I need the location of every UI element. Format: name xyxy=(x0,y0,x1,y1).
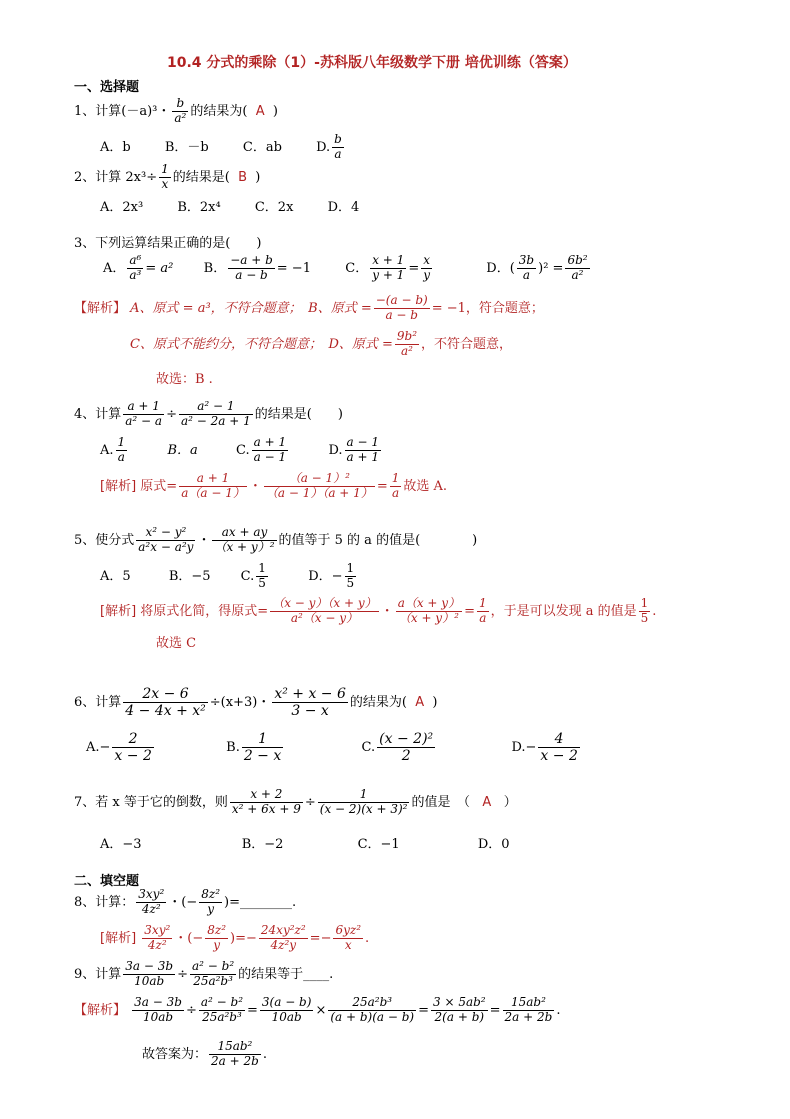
q1-fraction xyxy=(172,97,188,126)
fraction-numerator: 1 xyxy=(242,731,283,748)
q5-solution-equals: = xyxy=(464,603,475,619)
q8-solution-label: [解析] xyxy=(100,930,137,946)
question-8 xyxy=(74,888,296,917)
q8-solution-fraction-2 xyxy=(205,924,228,953)
fraction-numerator: 8z² xyxy=(207,923,227,937)
q5-option-a: A．5 xyxy=(100,568,131,584)
fraction-numerator: 8z² xyxy=(201,887,221,901)
q6-option-d: D.− xyxy=(511,740,537,756)
q9-solution-fraction-4 xyxy=(328,996,416,1025)
fraction-denominator: 2 − x xyxy=(243,748,282,765)
fraction-numerator: 25a²b³ xyxy=(328,996,416,1011)
q3-d-fraction-2 xyxy=(565,254,589,283)
fraction-numerator: −(a − b) xyxy=(375,293,428,307)
q9-solution-divide: ÷ xyxy=(185,1002,197,1018)
q5-fraction-2 xyxy=(212,526,276,555)
question-9 xyxy=(74,960,333,989)
q9-divide: ÷ xyxy=(177,966,188,982)
q4-solution-fraction-1 xyxy=(179,472,247,501)
q8-stem-tail: )=________. xyxy=(224,894,297,910)
q8-solution-end: . xyxy=(365,930,370,946)
q9-solution-end: . xyxy=(556,1002,561,1018)
question-2 xyxy=(74,163,260,192)
fraction-numerator: (x − 2)² xyxy=(379,731,434,747)
q9-final-answer xyxy=(142,1040,267,1069)
fraction-numerator: 15ab² xyxy=(503,996,555,1011)
q6-d-fraction xyxy=(538,731,579,764)
q5-solution-label: [解析] xyxy=(100,603,137,619)
q5-options xyxy=(100,562,358,591)
q4-solution xyxy=(100,472,447,501)
q7-stem-tail: 的值是 （ xyxy=(411,794,470,810)
q2-stem: 2、计算 2x³÷ xyxy=(74,169,158,185)
fraction-denominator: 25a²b³ xyxy=(202,1009,242,1024)
q6-b-fraction xyxy=(242,731,283,764)
fraction-numerator: 3 × 5ab² xyxy=(433,995,486,1009)
q7-fraction-1 xyxy=(230,788,303,817)
fraction-numerator: a + 1 xyxy=(253,435,287,449)
q6-option-a: A.− xyxy=(86,740,111,756)
q5-fraction-1 xyxy=(136,526,195,555)
fraction-denominator: 4 − 4x + x² xyxy=(125,703,206,720)
fraction-numerator: a − 1 xyxy=(346,435,380,449)
q4-option-c: C. xyxy=(236,442,250,458)
q1-option-a: A．b xyxy=(100,139,131,155)
fraction-numerator: 1 xyxy=(478,596,487,610)
fraction-numerator: 4 xyxy=(538,731,579,748)
q3-option-a: A． xyxy=(103,260,126,276)
q1-stem: 1、计算(－a)³・ xyxy=(74,103,171,119)
fraction-numerator: 24xy²z² xyxy=(260,923,306,937)
q6-c-fraction xyxy=(377,731,435,764)
q8-solution xyxy=(100,924,369,953)
q8-stem: 8、计算： xyxy=(74,894,135,910)
q6-option-b: B. xyxy=(226,740,240,756)
q9-solution-eq-1: = xyxy=(247,1002,258,1018)
question-5 xyxy=(74,526,477,555)
q8-solution-eq-2: =− xyxy=(309,930,332,946)
fraction-denominator: a² − 2a + 1 xyxy=(181,413,251,428)
q5-solution-dot: ・ xyxy=(380,603,394,619)
section-heading-fill: 二、填空题 xyxy=(74,874,140,889)
q1-option-d-fraction xyxy=(332,133,344,162)
fraction-denominator: 4z²y xyxy=(270,937,297,952)
q3-a-fraction xyxy=(127,254,143,283)
q9-solution-label: 【解析】 xyxy=(74,1002,127,1018)
q5-solution-fraction-4 xyxy=(639,597,651,626)
q2-close: ) xyxy=(255,169,261,185)
q7-divide: ÷ xyxy=(304,794,316,810)
fraction-numerator: 3xy² xyxy=(144,923,171,937)
q9-stem: 9、计算 xyxy=(74,966,122,982)
q2-stem-tail: 的结果是( xyxy=(172,169,230,185)
q3-option-b: B． xyxy=(203,260,227,276)
q6-fraction-2 xyxy=(272,686,348,719)
fraction-numerator: x² − y² xyxy=(136,526,195,541)
fraction-denominator: x − 2 xyxy=(540,748,578,765)
fraction-numerator: （a − 1）² xyxy=(264,472,375,487)
fraction-denominator: y xyxy=(207,901,215,916)
q3-options xyxy=(103,254,592,283)
q1-option-d: D. xyxy=(316,139,331,155)
fraction-denominator: a − b xyxy=(385,307,418,322)
fraction-denominator: a − 1 xyxy=(253,449,287,464)
fraction-denominator: 2a + 2b xyxy=(504,1009,553,1024)
q3-b-result: = −1 xyxy=(276,260,311,276)
q3-solution-text-2: C、原式不能约分，不符合题意； D、原式 = xyxy=(130,336,393,352)
fraction-denominator: x − 2 xyxy=(114,748,152,765)
question-3: 3、下列运算结果正确的是( ) xyxy=(74,236,262,251)
question-7 xyxy=(74,788,517,817)
fraction-numerator: 1 xyxy=(258,561,266,575)
q9-fraction-2 xyxy=(190,960,236,989)
q5-option-d: D．− xyxy=(308,568,343,584)
q3-solution-line-3: 故选：B . xyxy=(156,372,213,387)
fraction-numerator: （x − y）（x + y） xyxy=(272,596,377,610)
q6-options xyxy=(86,731,582,764)
fraction-denominator: （a − 1）（a + 1） xyxy=(265,485,373,500)
q8-fraction-2 xyxy=(199,888,222,917)
q4-solution-equals: = xyxy=(376,478,388,494)
q9-solution-fraction-6 xyxy=(503,996,555,1025)
fraction-numerator: 3(a − b) xyxy=(261,995,312,1009)
q5-solution xyxy=(100,597,656,626)
q8-solution-fraction-4 xyxy=(333,924,363,953)
q7-option-d: D．0 xyxy=(477,837,510,852)
fraction-numerator: x + 1 xyxy=(370,254,406,269)
q5-solution-line-2: 故选 C xyxy=(156,636,197,651)
q4-solution-fraction-2 xyxy=(264,472,375,501)
q6-answer: A xyxy=(415,695,425,711)
q4-stem-tail: 的结果是( ) xyxy=(254,406,343,422)
q6-stem: 6、计算 xyxy=(74,695,122,711)
q2-option-a: A．2x³ xyxy=(100,200,144,215)
q8-fraction-1 xyxy=(136,888,166,917)
q7-answer: A xyxy=(482,794,492,810)
fraction-denominator: a² xyxy=(174,110,187,125)
fraction-denominator: a²（x − y） xyxy=(290,610,359,625)
fraction-denominator: a xyxy=(522,267,531,282)
q9-stem-tail: 的结果等于____. xyxy=(238,966,334,982)
q3-solution-result-1: = −1，符合题意； xyxy=(431,300,544,316)
q9-solution-fraction-1 xyxy=(132,996,184,1025)
q9-fraction-1 xyxy=(123,960,175,989)
q4-stem: 4、计算 xyxy=(74,406,122,422)
q5-stem: 5、使分式 xyxy=(74,532,135,548)
q6-stem-tail: 的结果为( xyxy=(349,695,407,711)
q4-d-fraction xyxy=(345,436,381,465)
fraction-denominator: a² xyxy=(400,343,413,358)
q4-option-b: B．a xyxy=(167,442,198,458)
section-heading-choice: 一、选择题 xyxy=(74,80,140,95)
q4-option-a: A. xyxy=(100,442,114,458)
fraction-numerator: 3xy² xyxy=(138,887,165,901)
q5-solution-end: . xyxy=(652,603,657,619)
q7-close: ） xyxy=(503,794,517,810)
question-4 xyxy=(74,400,343,429)
fraction-denominator: y xyxy=(423,267,431,282)
q6-a-fraction xyxy=(112,731,153,764)
fraction-numerator: a（x + y） xyxy=(397,596,461,610)
fraction-numerator: 2x − 6 xyxy=(123,686,207,703)
q3-solution-result-2: ，不符合题意， xyxy=(421,336,513,352)
fraction-numerator: 3b xyxy=(518,253,535,267)
q3-d-fraction-1 xyxy=(517,254,536,283)
q9-solution-fraction-2 xyxy=(199,996,245,1025)
question-6 xyxy=(74,686,437,719)
q1-answer: A xyxy=(255,103,265,119)
question-1 xyxy=(74,97,278,126)
q6-close: ) xyxy=(432,695,438,711)
fraction-denominator: a xyxy=(117,449,125,464)
fraction-denominator: 4z² xyxy=(147,937,167,952)
q2-option-d: D．4 xyxy=(327,200,360,215)
fraction-numerator: a² − 1 xyxy=(179,400,253,415)
q4-solution-fraction-3 xyxy=(390,472,402,501)
q4-option-d: D. xyxy=(328,442,343,458)
q5-solution-conclusion: ，于是可以发现 a 的值是 xyxy=(490,603,637,619)
q9-final-fraction xyxy=(209,1040,261,1069)
fraction-numerator: −a + b xyxy=(230,253,273,267)
fraction-denominator: 2(a + b) xyxy=(434,1009,485,1024)
q9-solution-times: × xyxy=(315,1002,327,1018)
q6-mid: ÷(x+3)・ xyxy=(209,695,271,711)
fraction-numerator: b xyxy=(172,97,188,112)
q1-stem-tail: 的结果为( xyxy=(190,103,248,119)
q5-solution-fraction-1 xyxy=(270,597,378,626)
q7-option-a: A．−3 xyxy=(100,837,142,852)
fraction-denominator: 5 xyxy=(640,610,649,625)
fraction-denominator: a + 1 xyxy=(346,449,380,464)
q4-c-fraction xyxy=(252,436,288,465)
fraction-numerator: b xyxy=(334,132,342,146)
fraction-denominator: a xyxy=(391,485,400,500)
fraction-denominator: 3 − x xyxy=(291,703,329,720)
fraction-numerator: 1 xyxy=(161,162,169,176)
q4-options xyxy=(100,436,383,465)
q4-divide: ÷ xyxy=(166,406,177,422)
q9-solution-eq-3: = xyxy=(489,1002,501,1018)
fraction-denominator: y xyxy=(213,937,221,952)
fraction-numerator: 15ab² xyxy=(209,1040,261,1055)
fraction-numerator: 1 xyxy=(346,561,355,575)
fraction-denominator: 10ab xyxy=(271,1009,302,1024)
q9-solution-fraction-3 xyxy=(260,996,314,1025)
q3-option-c: C． xyxy=(345,260,369,276)
q1-options xyxy=(100,133,346,162)
fraction-denominator: a − b xyxy=(235,267,268,282)
fraction-numerator: 1 xyxy=(640,596,649,610)
q2-answer: B xyxy=(238,169,248,185)
q5-solution-fraction-3 xyxy=(477,597,489,626)
q4-solution-label: [解析] xyxy=(100,478,137,494)
fraction-denominator: (a + b)(a − b) xyxy=(330,1009,415,1024)
page-title: 10.4 分式的乘除（1）-苏科版八年级数学下册 培优训练（答案） xyxy=(167,55,577,71)
q5-option-b: B．−5 xyxy=(168,568,211,584)
q8-solution-fraction-3 xyxy=(259,924,308,953)
q3-solution-label: 【解析】 xyxy=(74,300,127,316)
fraction-denominator: 2a + 2b xyxy=(211,1053,259,1068)
q2-option-b: B．2x⁴ xyxy=(177,200,221,215)
q4-fraction-2 xyxy=(179,400,253,429)
q3-solution-text-1: A、原式 = a³，不符合题意； B、原式 = xyxy=(130,300,372,316)
q4-a-fraction xyxy=(116,436,128,465)
q8-solution-fraction-1 xyxy=(142,924,172,953)
q8-mid: ・(− xyxy=(168,894,198,910)
fraction-denominator: 25a²b³ xyxy=(193,973,233,988)
q4-solution-dot: ・ xyxy=(248,478,262,494)
fraction-denominator: （x + y）² xyxy=(398,610,459,625)
fraction-denominator: x² + 6x + 9 xyxy=(231,801,301,816)
fraction-numerator: 3a − 3b xyxy=(125,959,174,973)
q7-fraction-2 xyxy=(318,788,410,817)
fraction-denominator: a xyxy=(479,610,487,625)
q3-d-power: )² = xyxy=(538,260,564,276)
q2-fraction xyxy=(159,163,171,192)
fraction-denominator: 5 xyxy=(258,575,266,590)
fraction-numerator: 1 xyxy=(391,471,400,485)
fraction-numerator: 3a − 3b xyxy=(134,995,182,1009)
q3-solution-line-2 xyxy=(130,330,512,359)
fraction-denominator: a² − a xyxy=(125,413,163,428)
q5-stem-tail: 的值等于 5 的 a 的值是( ) xyxy=(278,532,478,548)
fraction-denominator: y + 1 xyxy=(372,267,405,282)
fraction-numerator: 2 xyxy=(112,731,153,748)
q9-final-end: . xyxy=(262,1046,267,1062)
q3-c-equals: = xyxy=(408,260,420,276)
q9-solution-fraction-5 xyxy=(431,996,488,1025)
q5-solution-fraction-2 xyxy=(396,597,462,626)
q3-c-fraction-1 xyxy=(370,254,406,283)
fraction-denominator: 10ab xyxy=(134,973,165,988)
fraction-denominator: 2 xyxy=(401,748,411,765)
fraction-numerator: a + 1 xyxy=(123,400,164,415)
fraction-numerator: 9b² xyxy=(396,329,418,343)
q3-a-result: = a² xyxy=(145,260,174,276)
fraction-denominator: a³ xyxy=(129,267,142,282)
fraction-numerator: 1 xyxy=(117,435,126,449)
q8-solution-eq-1: )=− xyxy=(230,930,257,946)
q3-b-fraction xyxy=(228,254,275,283)
fraction-numerator: a² − b² xyxy=(200,995,243,1009)
fraction-numerator: 6yz² xyxy=(335,923,362,937)
q5-c-fraction xyxy=(256,562,268,591)
q5-option-c: C. xyxy=(240,568,255,584)
fraction-numerator: a⁶ xyxy=(129,253,142,267)
q1-option-b: B．－b xyxy=(164,139,209,155)
q8-solution-mid: ・(− xyxy=(174,930,204,946)
q5-d-fraction xyxy=(345,562,357,591)
fraction-denominator: x xyxy=(161,176,169,191)
q1-close: ) xyxy=(272,103,278,119)
fraction-denominator: a xyxy=(334,146,342,161)
q3-solution-fraction-2 xyxy=(395,330,419,359)
q2-options xyxy=(100,196,359,215)
q3-solution-fraction-1 xyxy=(374,294,430,323)
q4-solution-conclusion: 故选 A. xyxy=(403,478,448,494)
fraction-denominator: (x − 2)(x + 3)² xyxy=(319,801,408,816)
fraction-denominator: x xyxy=(344,937,352,952)
fraction-denominator: a² xyxy=(571,267,584,282)
q5-dot: ・ xyxy=(197,532,211,548)
q4-fraction-1 xyxy=(123,400,164,429)
q3-solution-line-1 xyxy=(74,294,544,323)
q9-solution-eq-2: = xyxy=(418,1002,430,1018)
fraction-denominator: 5 xyxy=(346,575,355,590)
fraction-denominator: 4z² xyxy=(141,901,161,916)
q7-option-c: C．−1 xyxy=(357,837,400,852)
q6-option-c: C. xyxy=(361,740,376,756)
q7-options xyxy=(100,833,510,852)
fraction-numerator: x xyxy=(423,253,431,267)
fraction-numerator: x + 2 xyxy=(230,788,303,803)
fraction-numerator: a + 1 xyxy=(179,472,247,487)
fraction-denominator: a²x − a²y xyxy=(138,539,194,554)
fraction-numerator: ax + ay xyxy=(212,526,276,541)
fraction-numerator: 1 xyxy=(318,788,410,803)
q7-stem: 7、若 x 等于它的倒数，则 xyxy=(74,794,228,810)
q6-fraction-1 xyxy=(123,686,207,719)
q3-option-d: D．( xyxy=(486,260,515,276)
q9-solution xyxy=(74,996,560,1025)
fraction-numerator: 6b² xyxy=(567,253,588,267)
q2-option-c: C．2x xyxy=(254,200,294,215)
q5-solution-text: 将原式化简，得原式= xyxy=(140,603,269,619)
q9-final-label: 故答案为： xyxy=(142,1046,208,1062)
fraction-numerator: x² + x − 6 xyxy=(274,686,346,702)
q4-solution-text: 原式= xyxy=(140,478,178,494)
q1-option-c: C．ab xyxy=(242,139,282,155)
fraction-denominator: a（a − 1） xyxy=(181,485,245,500)
fraction-denominator: 10ab xyxy=(143,1009,174,1024)
q3-c-fraction-2 xyxy=(421,254,432,283)
q7-option-b: B．−2 xyxy=(241,837,284,852)
fraction-denominator: （x + y）² xyxy=(214,539,275,554)
fraction-numerator: a² − b² xyxy=(191,959,235,973)
